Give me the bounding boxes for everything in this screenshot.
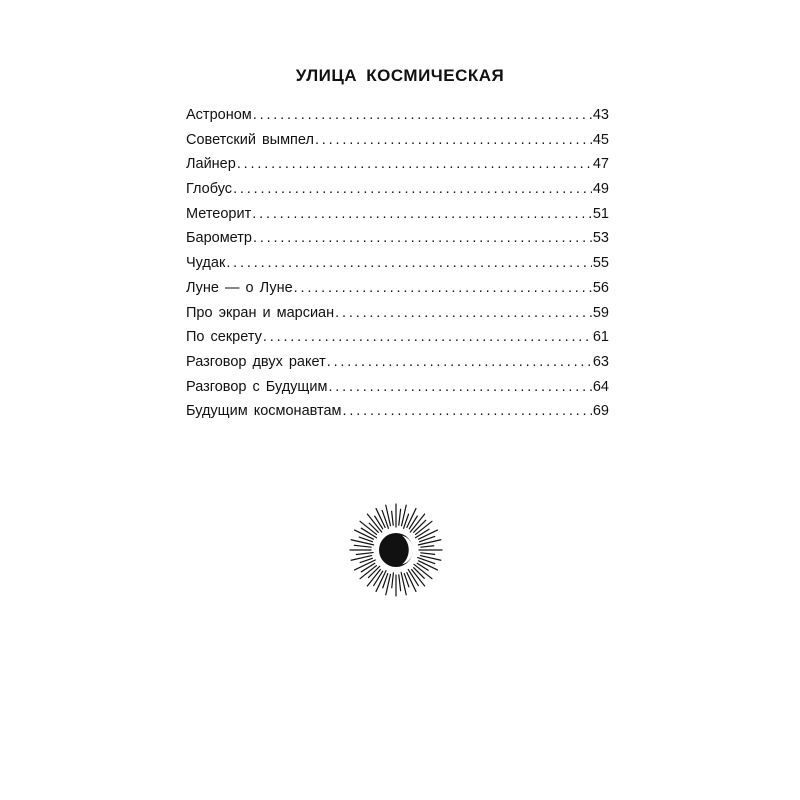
toc-entry-page: 64 [592, 378, 609, 395]
section-title: УЛИЦА КОСМИЧЕСКАЯ [295, 66, 505, 85]
dot-leader [253, 226, 592, 251]
sun-ray [414, 568, 425, 579]
toc-entry-page: 61 [592, 329, 609, 346]
table-of-contents [186, 103, 609, 424]
sun-ray [399, 575, 401, 591]
toc-entry-page: 49 [592, 181, 609, 198]
toc-entry-page: 69 [592, 403, 609, 420]
toc-entry [186, 399, 609, 424]
toc-entry-page: 56 [592, 279, 609, 296]
toc-entry [186, 350, 609, 375]
dot-leader [343, 399, 592, 424]
sun-ray [369, 523, 378, 532]
toc-entry-title: Луне — о Луне [186, 279, 293, 296]
sun-ray [399, 509, 401, 525]
dot-leader [233, 177, 592, 202]
toc-entry-page: 53 [592, 230, 609, 247]
dot-leader [237, 152, 592, 177]
dot-leader [226, 251, 592, 276]
toc-entry-title: Разговор двух ракет [186, 353, 326, 370]
sun-ray [421, 553, 435, 555]
toc-entry [186, 301, 609, 326]
dot-leader [328, 375, 591, 400]
sun-ray [354, 545, 371, 547]
dot-leader [294, 276, 592, 301]
sun-ray [421, 546, 434, 547]
dot-leader [252, 202, 592, 227]
sun-ray [392, 573, 394, 588]
toc-entry [186, 103, 609, 128]
dot-leader [263, 325, 592, 350]
toc-entry [186, 152, 609, 177]
toc-entry [186, 177, 609, 202]
toc-entry-page: 43 [592, 107, 609, 123]
toc-entry-title: Советский вымпел [186, 131, 314, 148]
toc-entry-title: Астроном [186, 107, 252, 123]
toc-entry-page: 55 [592, 255, 609, 272]
sun-ray [409, 516, 417, 529]
toc-entry-page: 47 [592, 156, 609, 173]
toc-entry-title: Метеорит [186, 205, 252, 222]
sun-ray [375, 516, 383, 529]
toc-entry [186, 226, 609, 251]
toc-entry-title: Лайнер [186, 156, 236, 173]
toc-entry-title: Чудак [186, 255, 226, 272]
dot-leader [335, 301, 592, 326]
toc-entry [186, 325, 609, 350]
dot-leader [253, 103, 592, 128]
toc-entry [186, 202, 609, 227]
toc-entry-title: Глобус [186, 181, 233, 198]
toc-entry [186, 276, 609, 301]
toc-entry-page: 63 [592, 353, 609, 370]
toc-entry-title: По секрету [186, 329, 262, 346]
toc-entry-title: Барометр [186, 230, 252, 247]
sun-ray [374, 571, 383, 585]
toc-entry [186, 128, 609, 153]
dot-leader [327, 350, 592, 375]
toc-entry [186, 251, 609, 276]
sun-ray [356, 553, 373, 555]
toc-entry-page: 45 [592, 131, 609, 148]
toc-entry-page: 51 [592, 205, 609, 222]
toc-entry [186, 375, 609, 400]
toc-entry-page: 59 [592, 304, 609, 321]
toc-entry-title: Разговор с Будущим [186, 378, 328, 395]
toc-entry-title: Про экран и марсиан [186, 304, 335, 321]
sun-ray [361, 563, 375, 572]
sun-moon-icon [348, 502, 444, 598]
toc-entry-title: Будущим космонавтам [186, 403, 342, 420]
dot-leader [315, 128, 592, 153]
sun-ray [392, 511, 394, 525]
